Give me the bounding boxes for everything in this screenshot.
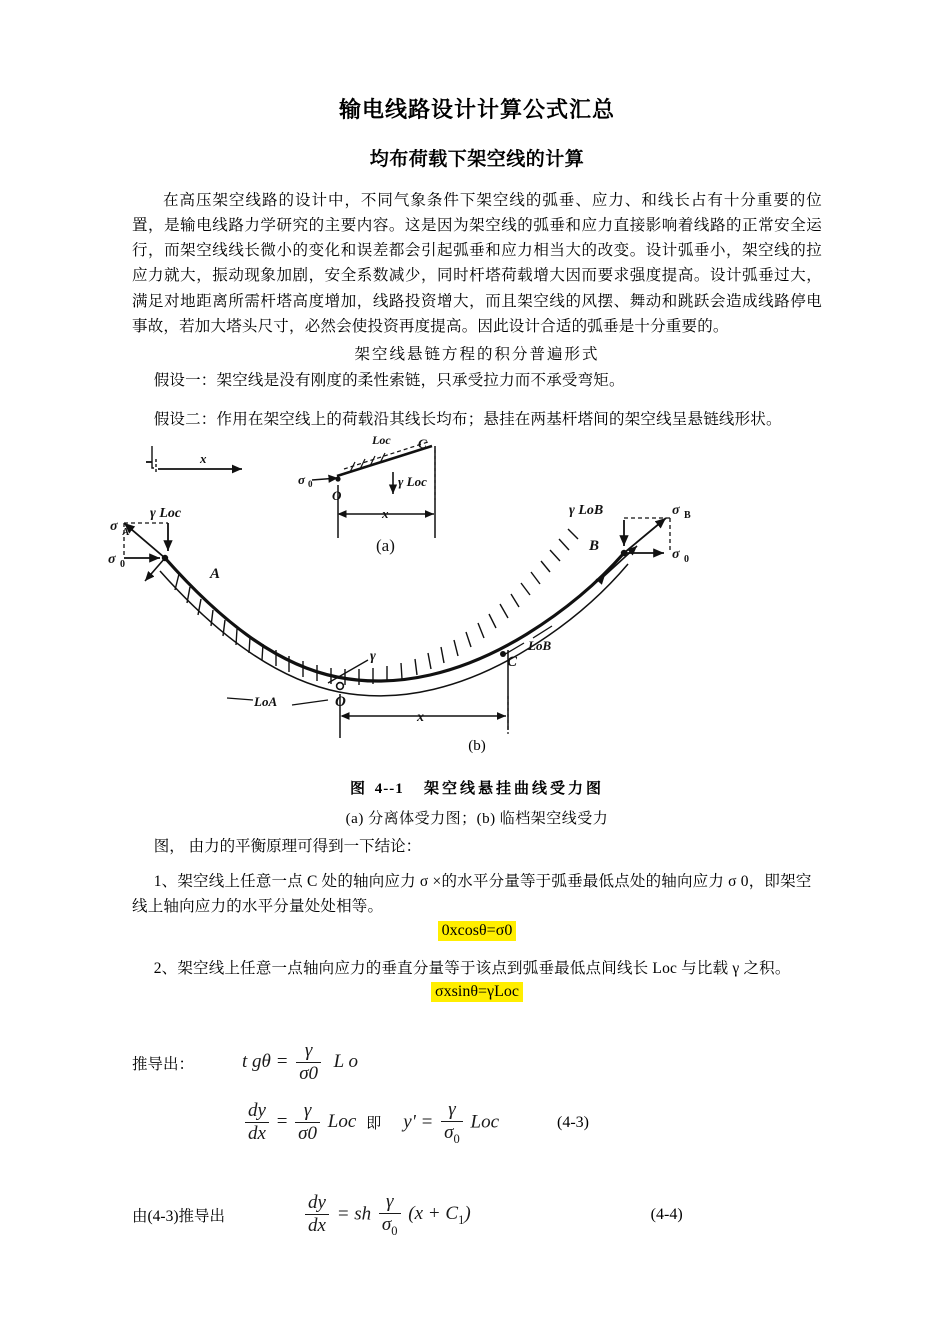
figure-catenary-force-diagram xyxy=(108,432,822,738)
equation-4-3-alt xyxy=(403,1100,499,1146)
svg-text:A: A xyxy=(210,565,221,582)
svg-text:C: C xyxy=(507,653,518,670)
derive-label: 推导出： xyxy=(132,1055,195,1073)
eq44-equals: = sh xyxy=(336,1203,372,1225)
highlight-formula-2: σxsinθ=γLoc xyxy=(431,982,523,1002)
equation-4-4 xyxy=(302,1192,471,1238)
eq43-alt-tail: Loc xyxy=(470,1111,500,1133)
svg-text:σ: σ xyxy=(110,518,118,534)
eq43-equals: = xyxy=(276,1111,288,1133)
eq-tg-numerator: γ xyxy=(296,1041,321,1063)
svg-text:B: B xyxy=(684,509,691,521)
conclusion-item-1: 1、架空线上任意一点 C 处的轴向应力 σ ×的水平分量等于弧垂最低点处的轴向应力 σ 0，即架空线上轴向应力的水平分量处处相等。 xyxy=(132,872,812,916)
eq43-lhs-fraction xyxy=(245,1101,269,1144)
figure-sublabel-b: (b) xyxy=(468,737,486,754)
svg-text:σ: σ xyxy=(672,502,680,518)
equation-4-3 xyxy=(242,1101,356,1144)
svg-text:LoA: LoA xyxy=(254,693,278,709)
eq44-rhs-numerator: γ xyxy=(379,1192,401,1214)
highlight-formula-1: 0xcosθ=σ0 xyxy=(438,921,517,941)
figure-svg xyxy=(108,432,822,738)
eq43-lhs-denominator: dx xyxy=(248,1123,266,1145)
equation-tangent xyxy=(242,1041,358,1084)
eq43-lhs-numerator: dy xyxy=(245,1101,269,1123)
svg-text:σ: σ xyxy=(672,546,680,562)
figure-caption-prefix: 图 xyxy=(349,780,368,797)
eq43-alt-fraction xyxy=(441,1100,463,1146)
assumption-two: 假设二：作用在架空线上的荷载沿其线长均布；悬挂在两基杆塔间的架空线呈悬链线形状。 xyxy=(153,410,782,428)
eq-tg-rhs: L o xyxy=(333,1050,359,1072)
equation-4-3-row xyxy=(132,1100,822,1146)
svg-text:σ: σ xyxy=(298,471,306,487)
equation-4-4-label: 由(4-3)推导出 xyxy=(132,1207,225,1225)
eq44-lhs-fraction xyxy=(305,1193,329,1236)
eq-tg-lhs: t gθ = xyxy=(242,1050,289,1072)
eq-tg-denominator: σ0 xyxy=(299,1063,319,1085)
eq43-tail: Loc xyxy=(327,1111,357,1133)
figure-caption xyxy=(132,777,822,798)
eq43-rhs-numerator: γ xyxy=(295,1101,320,1123)
eq44-rhs-denominator: $\sigma_0$ xyxy=(381,1213,398,1238)
equations-block xyxy=(132,1041,822,1238)
svg-text:LoB: LoB xyxy=(528,637,552,653)
page-title: 输电线路设计计算公式汇总 xyxy=(338,97,615,122)
eq44-lhs-numerator: dy xyxy=(305,1193,329,1215)
svg-text:σ: σ xyxy=(108,551,116,567)
svg-text:0: 0 xyxy=(684,553,689,565)
highlight-formula-1-row xyxy=(132,922,822,946)
svg-text:C: C xyxy=(418,435,427,451)
eq43-alt-numerator: γ xyxy=(441,1100,463,1122)
svg-text:γ LoB: γ LoB xyxy=(569,502,604,518)
document-content xyxy=(108,0,822,1238)
svg-text:γ Loc: γ Loc xyxy=(398,473,427,489)
eq44-lhs-denominator: dx xyxy=(308,1215,326,1237)
eq44-rhs-fraction xyxy=(379,1192,401,1238)
equation-4-4-row xyxy=(132,1192,822,1238)
figure-caption-text: 架空线悬挂曲线受力图 xyxy=(424,780,605,797)
equation-4-3-number: (4-3) xyxy=(557,1113,589,1131)
eq44-den-sub: 0 xyxy=(391,1223,398,1238)
eq43-rhs-fraction xyxy=(295,1101,320,1144)
svg-text:γ: γ xyxy=(370,648,376,664)
svg-text:Loc: Loc xyxy=(372,432,391,447)
figure-caption-number: 4--1 xyxy=(374,780,404,797)
eq44-tail-sub: 1 xyxy=(458,1212,465,1227)
highlight-formula-2-row xyxy=(132,983,822,1007)
svg-text:O: O xyxy=(332,487,342,503)
eq43-rhs-denominator: σ0 xyxy=(298,1123,318,1145)
eq43-middle-word: 即 xyxy=(366,1116,382,1133)
eq-tg-fraction xyxy=(296,1041,321,1084)
eq43-alt-denominator: $\sigma_0$ xyxy=(444,1121,460,1146)
section-heading: 架空线悬链方程的积分普遍形式 xyxy=(354,345,600,363)
eq43-alt-den-sub: 0 xyxy=(453,1131,460,1146)
svg-text:A: A xyxy=(122,526,130,538)
figure-sublabel-a: (a) xyxy=(376,535,395,555)
svg-text:x: x xyxy=(382,505,389,521)
intro-paragraph: 在高压架空线路的设计中，不同气象条件下架空线的弧垂、应力、和线长占有十分重要的位置，是输电线路力学研究的主要内容。这是因为架空线的弧垂和应力直接影响着线路的正常安全运行，而架空线线长微小的变化和误差都会引起弧垂和应力相当大的改变。设计弧垂小，架空线的拉应力就大，振动现象加剧，安全系数减少，同时杆塔荷载增大因而要求强度提高。设计弧垂过大，满足对地距离所需杆塔高度增加，线路投资增大，而且架空线的风摆、舞动和跳跃会造成线路停电事故，若加大塔头尺寸，必然会使投资再度提高。因此设计合适的弧垂是十分重要的。 xyxy=(132,192,822,335)
conclusion-item-2: 2、架空线上任意一点轴向应力的垂直分量等于该点到弧垂最低点间线长 Loc 与比载 γ 之积。 xyxy=(153,959,791,977)
svg-text:x: x xyxy=(417,709,424,725)
assumption-one: 假设一：架空线是没有刚度的柔性索链，只承受拉力而不承受弯矩。 xyxy=(153,371,625,389)
equation-4-4-number: (4-4) xyxy=(650,1205,683,1223)
svg-text:x: x xyxy=(200,450,207,466)
svg-text:γ Loc: γ Loc xyxy=(150,505,182,521)
svg-text:0: 0 xyxy=(308,478,313,489)
figure-caption-subtitle: (a) 分离体受力图；(b) 临档架空线受力 xyxy=(345,810,609,827)
svg-text:O: O xyxy=(335,693,346,710)
svg-text:0: 0 xyxy=(120,558,125,570)
eq44-tail: $(x + C_1)$ xyxy=(408,1203,471,1227)
conclusion-lead: 图， 由力的平衡原理可得到一下结论： xyxy=(153,837,422,855)
page-subtitle: 均布荷载下架空线的计算 xyxy=(369,148,585,170)
equation-tangent-row xyxy=(132,1041,822,1084)
eq43-alt-lhs: y' = xyxy=(403,1111,434,1133)
svg-text:B: B xyxy=(589,537,600,554)
